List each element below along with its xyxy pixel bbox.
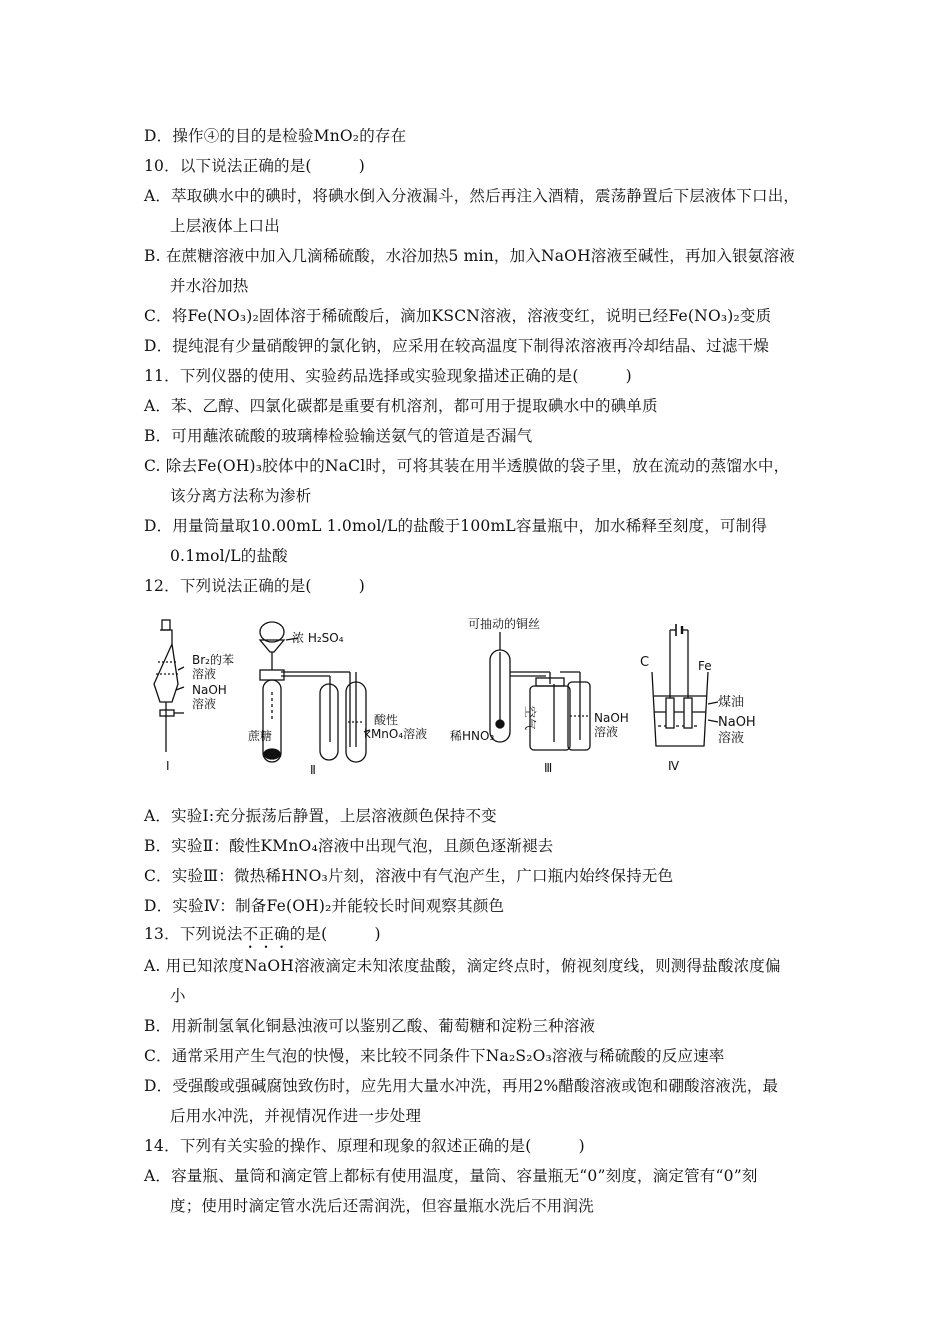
label-solution-3: 溶液 (594, 725, 619, 739)
q13-option-b: B．用新制氢氧化铜悬浊液可以鉴别乙酸、葡萄糖和淀粉三种溶液 (144, 1017, 596, 1035)
label-solution-1: 溶液 (192, 667, 217, 681)
label-naoh-4: NaOH (718, 715, 756, 730)
q13-option-d-cont: 后用水冲洗，并视情况作进一步处理 (170, 1107, 422, 1125)
label-br2-benzene: Br₂的苯 (192, 653, 234, 667)
q12-option-b: B．实验Ⅱ：酸性KMnO₄溶液中出现气泡，且颜色逐渐褪去 (144, 837, 554, 855)
label-naoh-1: NaOH (192, 683, 227, 697)
label-solution-4: 溶液 (718, 731, 745, 746)
q10-stem: 10．以下说法正确的是( ) (144, 157, 366, 175)
q12-option-d: D．实验Ⅳ：制备Fe(OH)₂并能较长时间观察其颜色 (144, 897, 505, 915)
label-kerosene: 煤油 (718, 695, 745, 710)
apparatus-iii (450, 616, 629, 775)
apparatus-i (154, 620, 234, 773)
q11-option-d: D．用量筒量取10.00mL 1.0mol/L的盐酸于100mL容量瓶中，加水稀释至刻度，可制得 (144, 517, 768, 535)
q14-option-a: A．容量瓶、量筒和滴定管上都标有使用温度，量筒、容量瓶无“0”刻度，滴定管有“0”刻 (144, 1167, 758, 1185)
q10-option-b-cont: 并水浴加热 (170, 277, 249, 295)
q10-option-b: B. 在蔗糖溶液中加入几滴稀硫酸，水浴加热5 min，加入NaOH溶液至碱性，再加入银氨溶液 (144, 247, 795, 265)
label-kmno4: kMnO₄溶液 (364, 727, 428, 741)
q12-option-c: C．实验Ⅲ：微热稀HNO₃片刻，溶液中有气泡产生，广口瓶内始终保持无色 (144, 867, 674, 885)
q11-option-a: A．苯、乙醇、四氯化碳都是重要有机溶剂，都可用于提取碘水中的碘单质 (144, 397, 658, 415)
q13-prefix: 13．下列说法 (144, 925, 243, 943)
label-iron: Fe (698, 659, 712, 673)
q14-stem: 14．下列有关实验的操作、原理和现象的叙述正确的是( ) (144, 1137, 585, 1155)
label-acidic: 酸性 (374, 713, 399, 727)
q11-option-b: B．可用蘸浓硫酸的玻璃棒检验输送氨气的管道是否漏气 (144, 427, 533, 445)
label-carbon: C (640, 655, 650, 670)
label-copper-wire: 可抽动的铜丝 (468, 617, 541, 631)
q11-stem: 11．下列仪器的使用、实验药品选择或实验现象描述正确的是( ) (144, 367, 632, 385)
label-num-i: Ⅰ (166, 759, 170, 773)
q13-option-a-cont: 小 (170, 987, 186, 1005)
label-conc-h2so4: 浓 H₂SO₄ (292, 631, 344, 645)
q11-option-c-cont: 该分离方法称为渗析 (170, 487, 312, 505)
label-naoh-3: NaOH (594, 711, 629, 725)
q9-option-d: D．操作④的目的是检验MnO₂的存在 (144, 127, 407, 145)
q10-option-a-cont: 上层液体上口出 (170, 217, 280, 235)
label-solution-2: 溶液 (192, 697, 217, 711)
label-air: 空气 (523, 706, 537, 731)
q10-option-d: D．提纯混有少量硝酸钾的氯化钠，应采用在较高温度下制得浓溶液再冷却结晶、过滤干燥 (144, 337, 769, 355)
apparatus-ii (248, 622, 427, 777)
q13-emphasis: 不正确 (242, 925, 290, 943)
q10-option-a: A．萃取碘水中的碘时，将碘水倒入分液漏斗，然后再注入酒精，震荡静置后下层液体下口出， (144, 187, 800, 205)
q13-option-c: C．通常采用产生气泡的快慢，来比较不同条件下Na₂S₂O₃溶液与稀硫酸的反应速率 (144, 1047, 725, 1065)
label-sucrose: 蔗糖 (248, 729, 273, 743)
q13-suffix: 的是( ) (289, 925, 381, 943)
q13-option-a: A. 用已知浓度NaOH溶液滴定未知浓度盐酸，滴定终点时，俯视刻度线，则测得盐酸浓度偏 (144, 957, 781, 975)
q14-option-a-cont: 度；使用时滴定管水洗后还需润洗，但容量瓶水洗后不用润洗 (170, 1197, 594, 1215)
q12-stem: 12．下列说法正确的是( ) (144, 577, 366, 595)
label-num-iii: Ⅲ (544, 761, 553, 775)
q10-option-c: C．将Fe(NO₃)₂固体溶于稀硫酸后，滴加KSCN溶液，溶液变红，说明已经Fe(NO₃)₂变质 (144, 307, 772, 325)
q12-option-a: A．实验Ⅰ:充分振荡后静置，上层溶液颜色保持不变 (144, 807, 497, 825)
apparatus-iv (640, 624, 756, 773)
label-num-iv: Ⅳ (668, 759, 680, 773)
q13-stem (144, 924, 381, 952)
q13-option-d: D．受强酸或强碱腐蚀致伤时，应先用大量水冲洗，再用2%醋酸溶液或饱和硼酸溶液洗，最 (144, 1077, 779, 1095)
apparatus-figure (150, 612, 790, 780)
label-dilute-hno3: 稀HNO₃ (450, 729, 495, 743)
label-num-ii: Ⅱ (310, 763, 316, 777)
q11-option-c: C. 除去Fe(OH)₃胶体中的NaCl时，可将其装在用半透膜做的袋子里，放在流动的蒸馏水中， (144, 457, 790, 475)
q11-option-d-cont: 0.1mol/L的盐酸 (170, 547, 288, 565)
